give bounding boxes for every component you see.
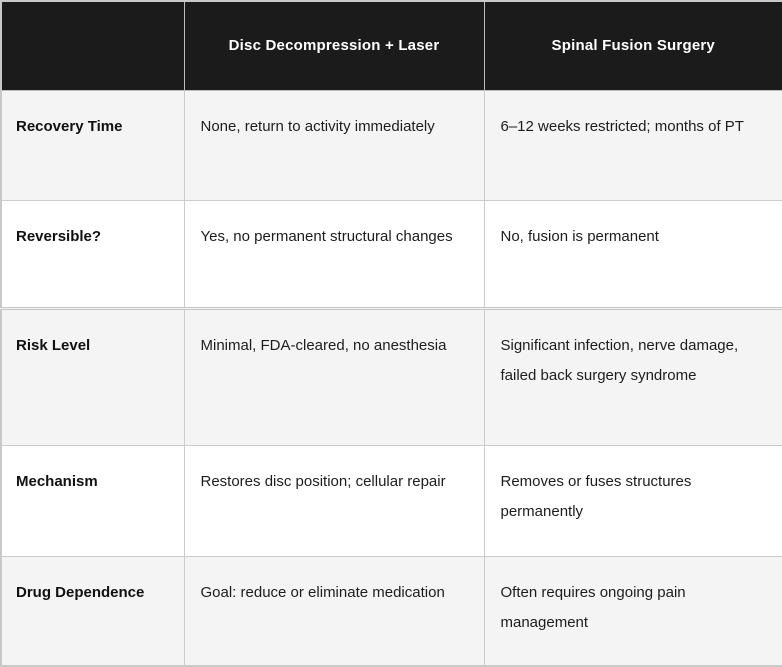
header-cell-disc-decompression: Disc Decompression + Laser bbox=[184, 1, 484, 90]
header-cell-empty bbox=[1, 1, 184, 90]
table-row-recovery-time bbox=[1, 90, 782, 200]
row-label: Reversible? bbox=[1, 200, 184, 308]
treatment-cell: Restores disc position; cellular repair bbox=[184, 445, 484, 556]
row-label: Mechanism bbox=[1, 445, 184, 556]
surgery-cell: Significant infection, nerve damage, failed back surgery syndrome bbox=[484, 308, 782, 445]
treatment-cell: Minimal, FDA-cleared, no anesthesia bbox=[184, 308, 484, 445]
row-label: Recovery Time bbox=[1, 90, 184, 200]
table-row-mechanism bbox=[1, 445, 782, 556]
table-row-reversible bbox=[1, 200, 782, 308]
surgery-cell: Removes or fuses structures permanently bbox=[484, 445, 782, 556]
treatment-cell: Yes, no permanent structural changes bbox=[184, 200, 484, 308]
table-row-risk-level bbox=[1, 308, 782, 445]
treatment-cell: None, return to activity immediately bbox=[184, 90, 484, 200]
header-cell-spinal-fusion: Spinal Fusion Surgery bbox=[484, 1, 782, 90]
treatment-cell: Goal: reduce or eliminate medication bbox=[184, 556, 484, 666]
table-row-drug-dependence bbox=[1, 556, 782, 666]
surgery-cell: Often requires ongoing pain management bbox=[484, 556, 782, 666]
row-label: Risk Level bbox=[1, 308, 184, 445]
header-row bbox=[1, 1, 782, 90]
row-label: Drug Dependence bbox=[1, 556, 184, 666]
surgery-cell: 6–12 weeks restricted; months of PT bbox=[484, 90, 782, 200]
surgery-cell: No, fusion is permanent bbox=[484, 200, 782, 308]
